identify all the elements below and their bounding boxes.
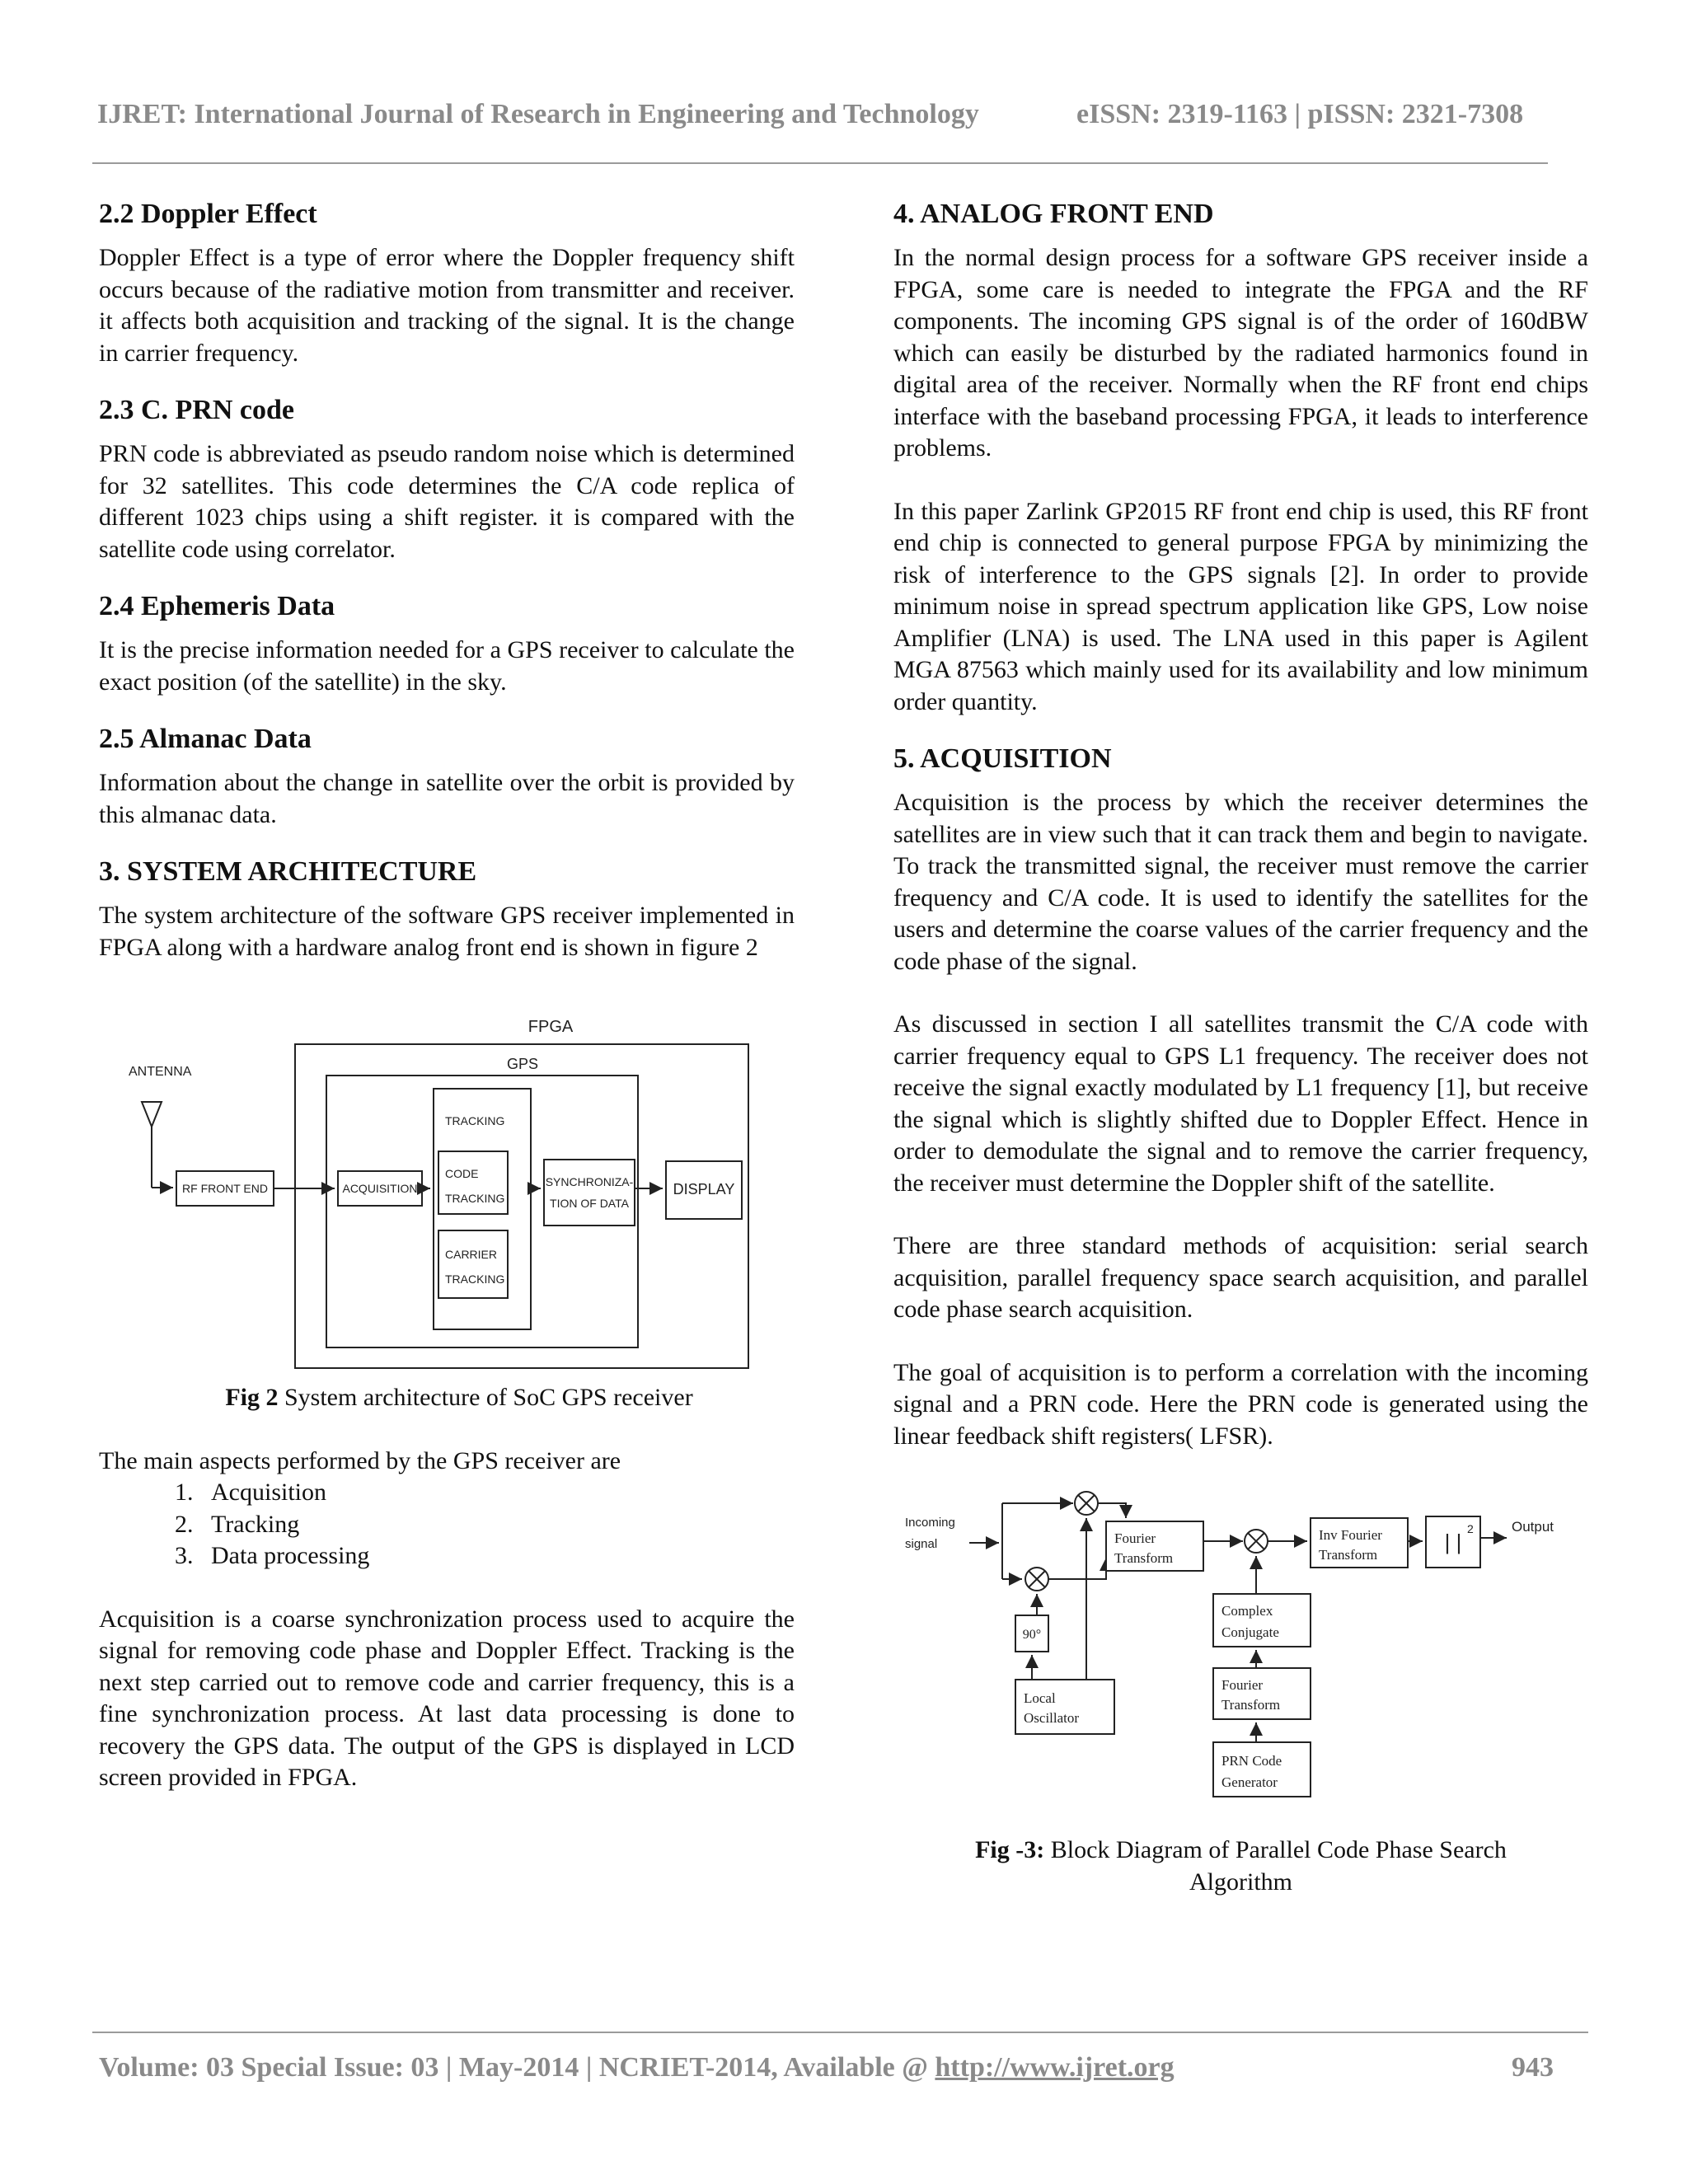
- spacer: [893, 1199, 1588, 1230]
- incoming-signal-label: Incoming: [905, 1516, 955, 1530]
- fourier-transform-2-label-2: Transform: [1221, 1697, 1281, 1713]
- prn-code-generator-label-2: Generator: [1221, 1774, 1278, 1790]
- section-body: In the normal design process for a software GPS receiver inside a FPGA, some care is needed to integrate the FPGA and the RF components. The incoming GPS signal is of the order of 160dBW which can easily be disturbed by the radiated harmonics found in digital area of the receiver. Normally when the RF front end chips interface with the baseband processing FPGA, it leads to interference problems.: [893, 244, 1588, 462]
- antenna-label: ANTENNA: [129, 1065, 192, 1079]
- left-column: [99, 198, 795, 1794]
- abs-squared-exponent: 2: [1467, 1522, 1474, 1535]
- multiplier-bottom-icon: [1025, 1568, 1048, 1591]
- figure-2-caption-text: System architecture of SoC GPS receiver: [278, 1384, 693, 1411]
- section-heading: 2.3 C. PRN code: [99, 395, 295, 425]
- tracking-label: TRACKING: [445, 1114, 505, 1127]
- figure-3-caption: [893, 1835, 1588, 1898]
- output-label: Output: [1512, 1519, 1554, 1535]
- carrier-tracking-block: [438, 1230, 508, 1298]
- section-prn-code: [99, 394, 795, 565]
- list-item: 3. Data processing: [199, 1540, 795, 1572]
- section-system-architecture: [99, 855, 795, 963]
- spacer: [99, 1572, 795, 1604]
- section-heading: 5. ACQUISITION: [893, 743, 1112, 774]
- figure-2-caption-label: Fig 2: [225, 1384, 279, 1411]
- fourier-transform-2-label: Fourier: [1221, 1677, 1264, 1693]
- spacer: [99, 1414, 795, 1446]
- section-analog-front-end: [893, 198, 1588, 718]
- section-acquisition: [893, 743, 1588, 1452]
- spacer: [893, 465, 1588, 496]
- carrier-tracking-label-2: TRACKING: [445, 1272, 505, 1286]
- spacer: [893, 977, 1588, 1009]
- fourier-transform-label: Fourier: [1114, 1530, 1156, 1546]
- page-number: 943: [1512, 2052, 1554, 2083]
- inverse-fourier-label-2: Transform: [1319, 1547, 1378, 1563]
- fourier-transform-label-2: Transform: [1114, 1550, 1174, 1566]
- section-heading: 2.5 Almanac Data: [99, 724, 312, 754]
- section-heading: 2.2 Doppler Effect: [99, 199, 317, 229]
- running-header: [97, 99, 1548, 130]
- running-footer: [99, 2052, 1566, 2083]
- incoming-signal-label-2: signal: [905, 1537, 938, 1551]
- top-mult-to-fft: [1098, 1503, 1126, 1518]
- rf-front-end-label: RF FRONT END: [182, 1182, 268, 1195]
- list-item: 1. Acquisition: [199, 1477, 795, 1509]
- section-body: Information about the change in satellite over the orbit is provided by this almanac data.: [99, 769, 795, 828]
- spacer: [893, 1326, 1588, 1357]
- footer-text: Volume: 03 Special Issue: 03 | May-2014 | NCRIET-2014, Available @: [99, 2052, 935, 2083]
- section-body: It is the precise information needed for a GPS receiver to calculate the exact position (of the satellite) in the sky.: [99, 636, 795, 696]
- section-heading: 4. ANALOG FRONT END: [893, 199, 1214, 229]
- section-body: Acquisition is the process by which the receiver determines the satellites are in view such that it can track them and begin to navigate. To track the transmitted signal, the receiver must remove the carrier frequency and C/A code. It is used to identify the satellites for the users and determine the coarse values of the carrier frequency and the code phase of the signal.: [893, 789, 1588, 975]
- bottom-mult-to-fft: [1048, 1558, 1106, 1579]
- right-column: [893, 198, 1588, 1898]
- section-heading: 3. SYSTEM ARCHITECTURE: [99, 856, 477, 887]
- complex-conjugate-label-2: Conjugate: [1221, 1624, 1279, 1640]
- section-body: As discussed in section I all satellites transmit the C/A code with carrier frequency equal to GPS L1 frequency. The receiver does not receive the signal exactly modulated by L1 frequency [1], but receive the signal which is slightly shifted due to Doppler Effect. Hence in order to demodulate the signal and to remove the carrier frequency, the receiver must determine the Doppler shift of the satellite.: [893, 1010, 1588, 1197]
- section-ephemeris: [99, 590, 795, 698]
- antenna-icon: [142, 1102, 173, 1188]
- section-body: The system architecture of the software GPS receiver implemented in FPGA along with a hardware analog front end is shown in figure 2: [99, 902, 795, 961]
- synchronization-label: SYNCHRONIZA-: [545, 1175, 634, 1188]
- figure-3-caption-text-2: Algorithm: [1189, 1868, 1292, 1896]
- issn-info: eISSN: 2319-1163 | pISSN: 2321-7308: [1076, 99, 1524, 129]
- section-doppler: [99, 198, 795, 369]
- multiplier-top-icon: [1075, 1492, 1098, 1515]
- section-body: The goal of acquisition is to perform a correlation with the incoming signal and a PRN code. Here the PRN code is generated using the linear feedback shift registers( LFSR).: [893, 1358, 1588, 1450]
- local-oscillator-label-2: Oscillator: [1024, 1710, 1080, 1726]
- figure-2-system-architecture: [99, 987, 795, 1374]
- figure-3-caption-text: Block Diagram of Parallel Code Phase Search: [1044, 1836, 1507, 1863]
- figure-2-caption: [124, 1382, 795, 1414]
- section-body: In this paper Zarlink GP2015 RF front end chip is used, this RF front end chip is connected to general purpose FPGA by minimizing the risk of interference to the GPS signals [2]. In order to provide minimum noise in spread spectrum application like GPS, Low noise Amplifier (LNA) is used. The LNA used in this paper is Agilent MGA 87563 which mainly used for its availability and low minimum order quantity.: [893, 497, 1588, 715]
- multiplier-center-icon: [1245, 1530, 1268, 1553]
- code-tracking-label-2: TRACKING: [445, 1192, 505, 1205]
- section-body: There are three standard methods of acquisition: serial search acquisition, parallel frequency space search acquisition, and parallel code phase search acquisition.: [893, 1232, 1588, 1323]
- synchronization-block: [544, 1160, 635, 1226]
- display-label: DISPLAY: [673, 1181, 735, 1197]
- complex-conjugate-label: Complex: [1221, 1603, 1273, 1619]
- closing-paragraph: Acquisition is a coarse synchronization process used to acquire the signal for removing code phase and Doppler Effect. Tracking is the next step carried out to remove code and carrier frequency, this is a fine synchronization process. At last data processing is done to recovery the GPS data. The output of the GPS is displayed in LCD screen provided in FPGA.: [99, 1605, 795, 1791]
- local-oscillator-block: [1015, 1680, 1114, 1734]
- synchronization-label-2: TION OF DATA: [550, 1197, 629, 1210]
- fpga-label: FPGA: [528, 1018, 574, 1036]
- prn-code-generator-label: PRN Code: [1221, 1753, 1282, 1769]
- aspects-intro: The main aspects performed by the GPS receiver are: [99, 1446, 621, 1474]
- acquisition-label: ACQUISITION: [342, 1182, 418, 1195]
- header-divider: [92, 162, 1548, 164]
- gps-label: GPS: [506, 1056, 539, 1072]
- figure-3-caption-label: Fig -3:: [975, 1836, 1045, 1863]
- section-almanac: [99, 723, 795, 831]
- phase-shift-label: 90°: [1022, 1628, 1042, 1642]
- section-body: PRN code is abbreviated as pseudo random noise which is determined for 32 satellites. This code determines the C/A code replica of different 1023 chips using a shift register. it is compared with the satellite code using correlator.: [99, 440, 795, 563]
- section-body: Doppler Effect is a type of error where the Doppler frequency shift occurs because of the radiative motion from transmitter and receiver. it affects both acquisition and tracking of the signal. It is the change in carrier frequency.: [99, 244, 795, 367]
- journal-link[interactable]: http://www.ijret.org: [935, 2052, 1175, 2083]
- figure-3-parallel-code-phase-search: [893, 1469, 1588, 1831]
- carrier-tracking-label: CARRIER: [445, 1248, 498, 1261]
- footer-divider: [92, 2032, 1588, 2033]
- journal-name: IJRET: International Journal of Research in Engineering and Technology: [97, 99, 979, 129]
- local-oscillator-label: Local: [1024, 1690, 1056, 1706]
- aspects-list: [99, 1477, 795, 1572]
- list-item: 2. Tracking: [199, 1509, 795, 1541]
- section-heading: 2.4 Ephemeris Data: [99, 591, 335, 621]
- abs-squared-symbol: | |: [1444, 1530, 1462, 1554]
- inverse-fourier-label: Inv Fourier: [1319, 1527, 1382, 1543]
- code-tracking-label: CODE: [445, 1167, 479, 1180]
